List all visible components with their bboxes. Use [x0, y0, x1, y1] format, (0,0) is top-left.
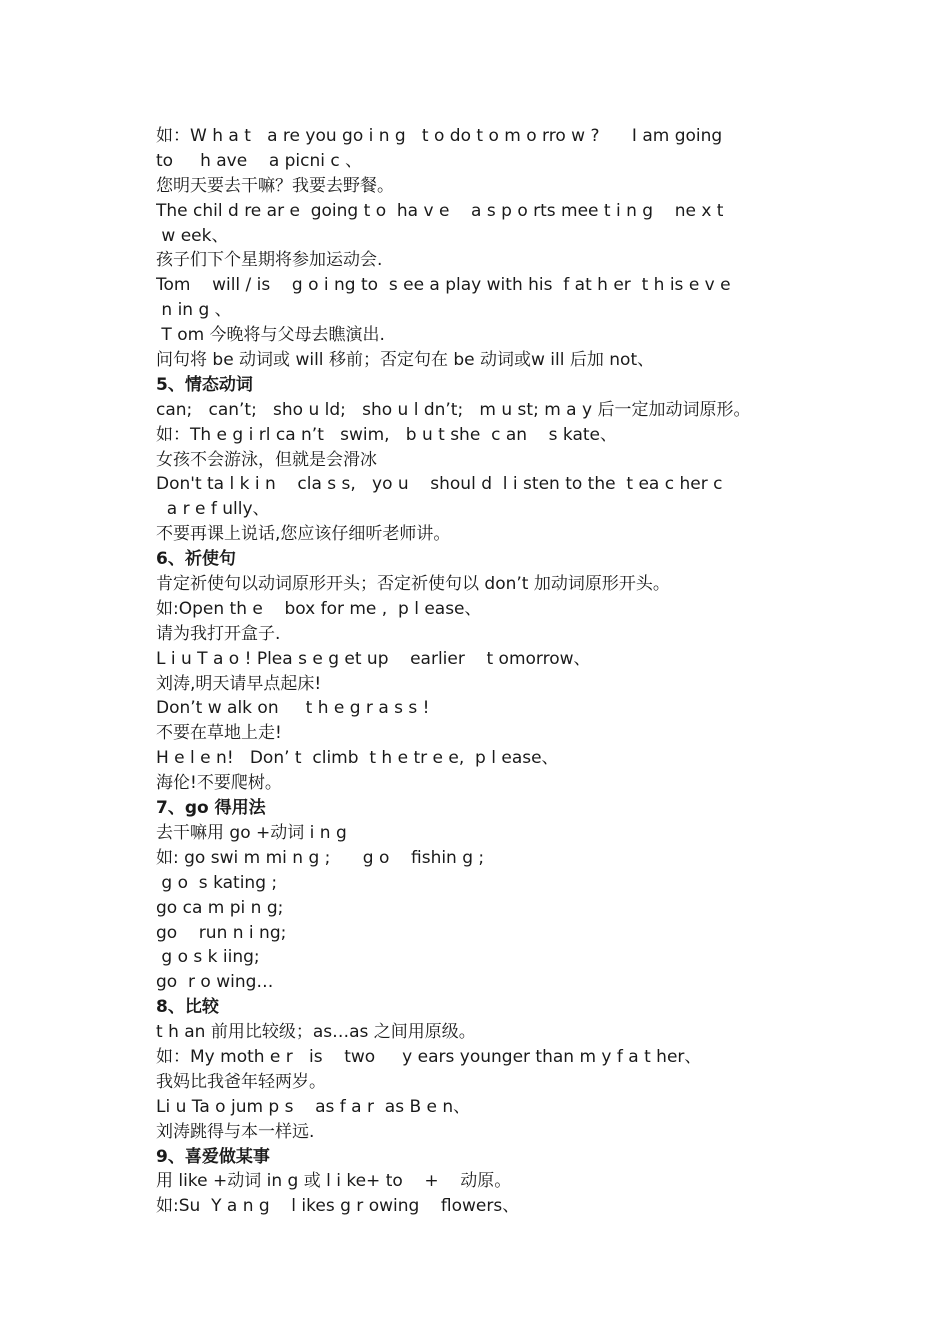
text-line: 海伦!不要爬树。 — [156, 773, 282, 794]
section-heading: 9、喜爱做某事 — [156, 1146, 270, 1167]
text-line: 问句将 be 动词或 will 移前；否定句在 be 动词或w ill 后加 not、 — [156, 350, 655, 371]
text-line: The chil d re ar e going t o ha v e a s p o rts mee t i n g ne x t — [156, 200, 724, 221]
text-line: Li u Ta o jum p s as f a r as B e n、 — [156, 1096, 471, 1117]
text-line: 刘涛,明天请早点起床! — [156, 673, 322, 694]
text-line: can; can’t; sho u ld; sho u l dn’t; m u st; m a y 后一定加动词原形。 — [156, 399, 751, 420]
text-line: T om 今晚将与父母去瞧演出. — [156, 325, 385, 346]
text-line: 女孩不会游泳，但就是会滑冰 — [156, 449, 377, 470]
text-line: 请为我打开盒子. — [156, 623, 281, 644]
document-body — [156, 124, 796, 1219]
text-line: to h ave a picni c 、 — [156, 150, 363, 171]
text-line: 如：Th e g i rl ca n’t swim, b u t she c an s kate、 — [156, 424, 617, 445]
text-line: go r o wing… — [156, 972, 274, 993]
text-line: 如:Open th e box for me , p l ease、 — [156, 598, 482, 619]
text-line: 不要在草地上走! — [156, 723, 282, 744]
text-line: n in g 、 — [156, 300, 232, 321]
text-line: 您明天要去干嘛？我要去野餐。 — [156, 175, 394, 196]
text-line: go ca m pi n g; — [156, 897, 284, 918]
text-line: 刘涛跳得与本一样远. — [156, 1121, 315, 1142]
text-line: 不要再课上说话,您应该仔细听老师讲。 — [156, 524, 451, 545]
text-line: 如：My moth e r is two y ears younger than m y f a t her、 — [156, 1046, 702, 1067]
text-line: 如:Su Y a n g l ikes g r owing flowers、 — [156, 1196, 520, 1217]
text-line: t h an 前用比较级；as…as 之间用原级。 — [156, 1022, 476, 1043]
text-line: 用 like +动词 in g 或 l i ke+ to + 动原。 — [156, 1171, 512, 1192]
section-heading: 5、情态动词 — [156, 374, 253, 395]
text-line: 肯定祈使句以动词原形开头；否定祈使句以 don’t 加动词原形开头。 — [156, 574, 670, 595]
section-heading: 6、祈使句 — [156, 549, 236, 570]
section-heading: 8、比较 — [156, 997, 219, 1018]
text-line: 如: go swi m mi n g ; g o fishin g ; — [156, 847, 485, 868]
document-page — [156, 124, 796, 1219]
text-line: 孩子们下个星期将参加运动会. — [156, 250, 383, 271]
text-line: g o s kating ; — [156, 872, 278, 893]
text-line: H e l e n! Don’ t climb t h e tr e e, p l ease、 — [156, 748, 559, 769]
text-line: g o s k iing; — [156, 947, 260, 968]
section-heading: 7、go 得用法 — [156, 798, 266, 819]
text-line: a r e f ully、 — [156, 499, 270, 520]
text-line: 如：W h a t a re you go i n g t o do t o m o rro w ? I am going — [156, 126, 723, 146]
text-line: 去干嘛用 go +动词 i n g — [156, 822, 347, 843]
text-line: Don't ta l k i n cla s s, yo u shoul d l i sten to the t ea c her c — [156, 474, 723, 495]
text-line: Tom will / is g o i ng to s ee a play with his f at h er t h is e v e — [156, 275, 731, 296]
text-line: go run n i ng; — [156, 922, 287, 943]
text-line: 我妈比我爸年轻两岁。 — [156, 1071, 326, 1092]
text-line: w eek、 — [156, 225, 229, 246]
text-line: Don’t w alk on t h e g r a s s ! — [156, 698, 430, 719]
text-line: L i u T a o ! Plea s e g et up earlier t omorrow、 — [156, 648, 591, 669]
